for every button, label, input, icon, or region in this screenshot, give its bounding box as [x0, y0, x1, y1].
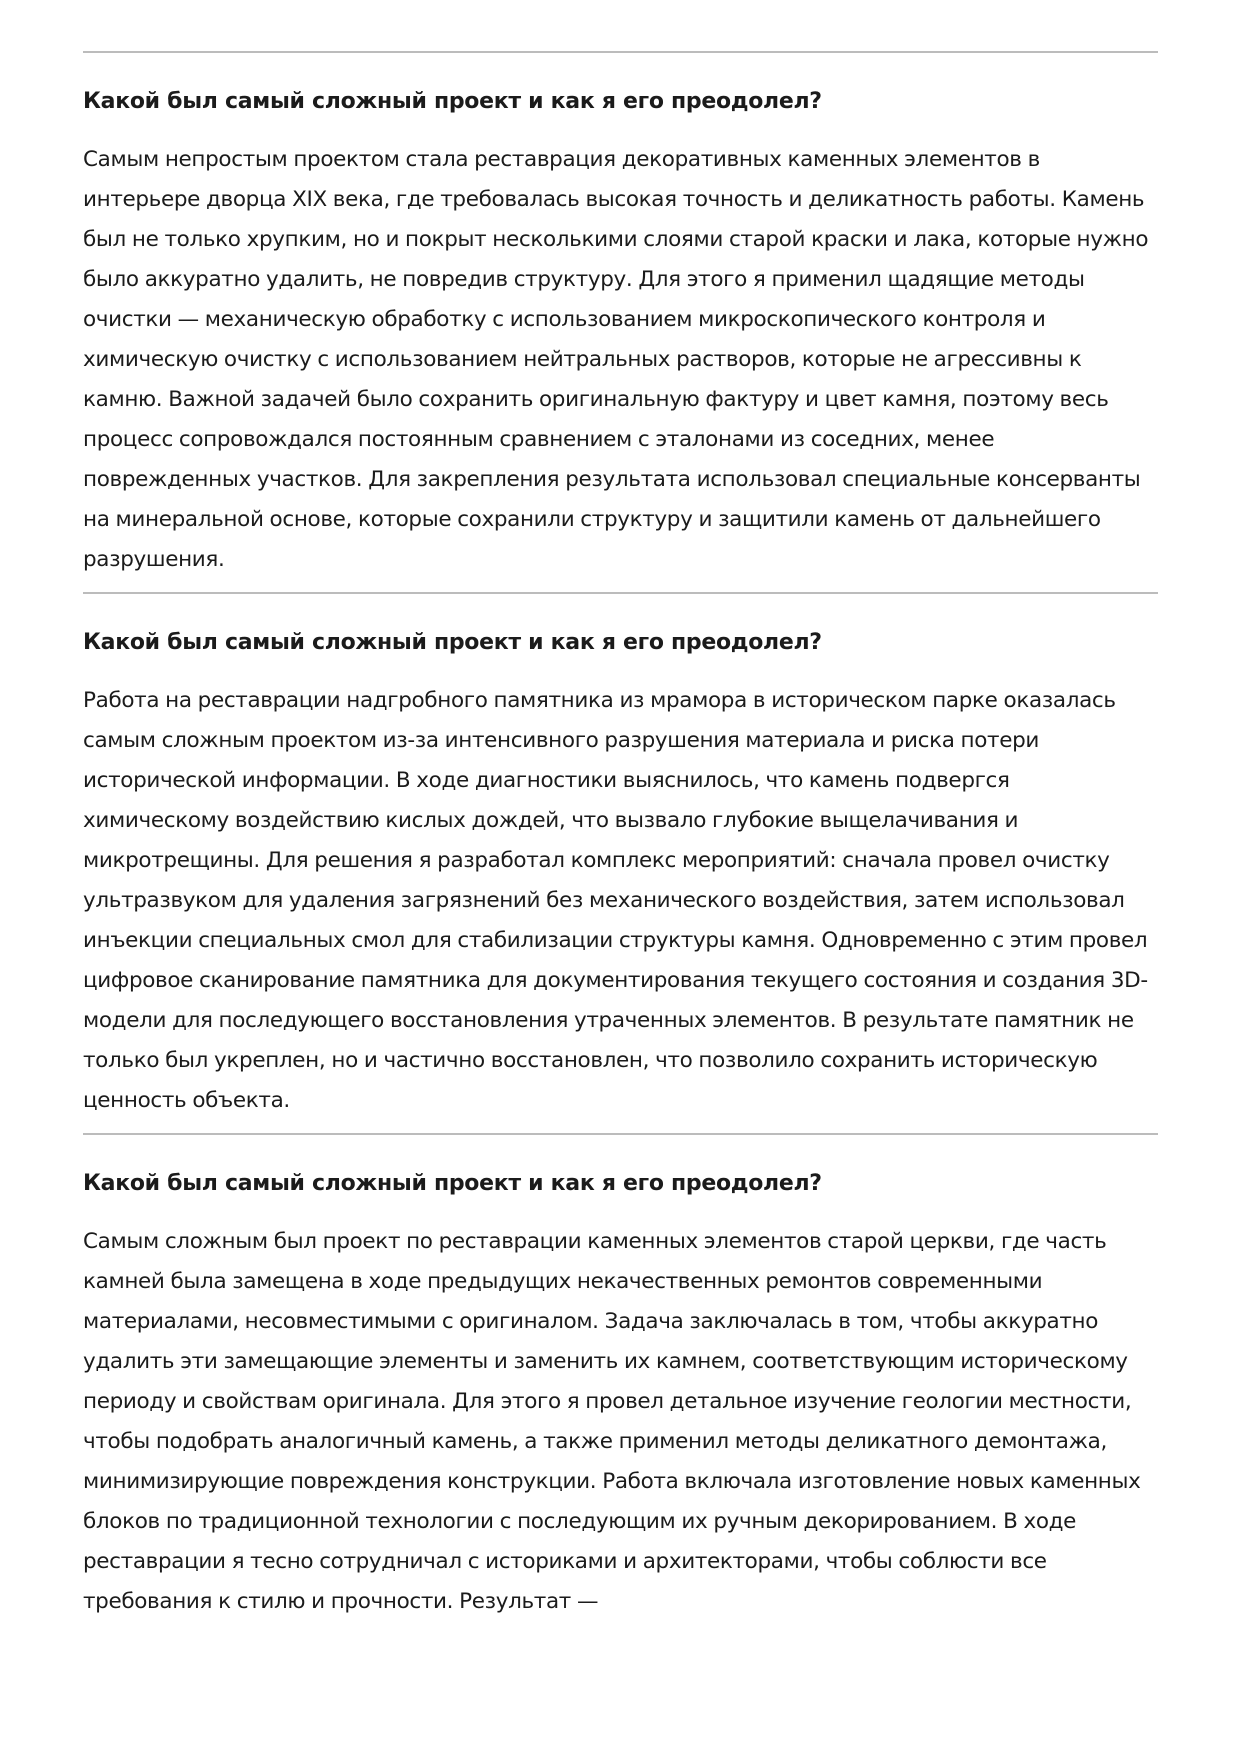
answer-text: Работа на реставрации надгробного памятника из мрамора в историческом парке оказалась самым сложным проектом из-за интенсивного разрушения материала и риска потери исторической информации. В ходе диагностики выяснилось, что камень подвергся химическому воздействию кислых дождей, что вызвало глубокие выщелачивания и микротрещины. Для решения я разработал комплекс мероприятий: сначала провел очистку ультразвуком для удаления загрязнений без механического воздействия, затем использовал инъекции специальных смол для стабилизации структуры камня. Одновременно с этим провел цифровое сканирование памятника для документирования текущего состояния и создания 3D-модели для последующего восстановления утраченных элементов. В результате памятник не только был укреплен, но и частично восстановлен, что позволило сохранить историческую ценность объекта.	[83, 688, 1148, 1113]
qa-section-3	[83, 1135, 1158, 1634]
question-title: Какой был самый сложный проект и как я его преодолел?	[83, 1171, 822, 1196]
qa-section-2	[83, 594, 1158, 1133]
question-title: Какой был самый сложный проект и как я его преодолел?	[83, 89, 822, 114]
qa-section-1	[83, 53, 1158, 592]
answer-text: Самым сложным был проект по реставрации каменных элементов старой церкви, где часть камней была замещена в ходе предыдущих некачественных ремонтов современными материалами, несовместимыми с оригиналом. Задача заключалась в том, чтобы аккуратно удалить эти замещающие элементы и заменить их камнем, соответствующим историческому периоду и свойствам оригинала. Для этого я провел детальное изучение геологии местности, чтобы подобрать аналогичный камень, а также применил методы деликатного демонтажа, минимизирующие повреждения конструкции. Работа включала изготовление новых каменных блоков по традиционной технологии с последующим их ручным декорированием. В ходе реставрации я тесно сотрудничал с историками и архитекторами, чтобы соблюсти все требования к стилю и прочности. Результат —	[83, 1229, 1141, 1614]
top-margin	[83, 0, 1158, 51]
document-page	[83, 0, 1158, 1634]
question-title: Какой был самый сложный проект и как я его преодолел?	[83, 630, 822, 655]
answer-text: Самым непростым проектом стала реставрация декоративных каменных элементов в интерьере дворца XIX века, где требовалась высокая точность и деликатность работы. Камень был не только хрупким, но и покрыт несколькими слоями старой краски и лака, которые нужно было аккуратно удалить, не повредив структуру. Для этого я применил щадящие методы очистки — механическую обработку с использованием микроскопического контроля и химическую очистку с использованием нейтральных растворов, которые не агрессивны к камню. Важной задачей было сохранить оригинальную фактуру и цвет камня, поэтому весь процесс сопровождался постоянным сравнением с эталонами из соседних, менее поврежденных участков. Для закрепления результата использовал специальные консерванты на минеральной основе, которые сохранили структуру и защитили камень от дальнейшего разрушения.	[83, 147, 1149, 572]
